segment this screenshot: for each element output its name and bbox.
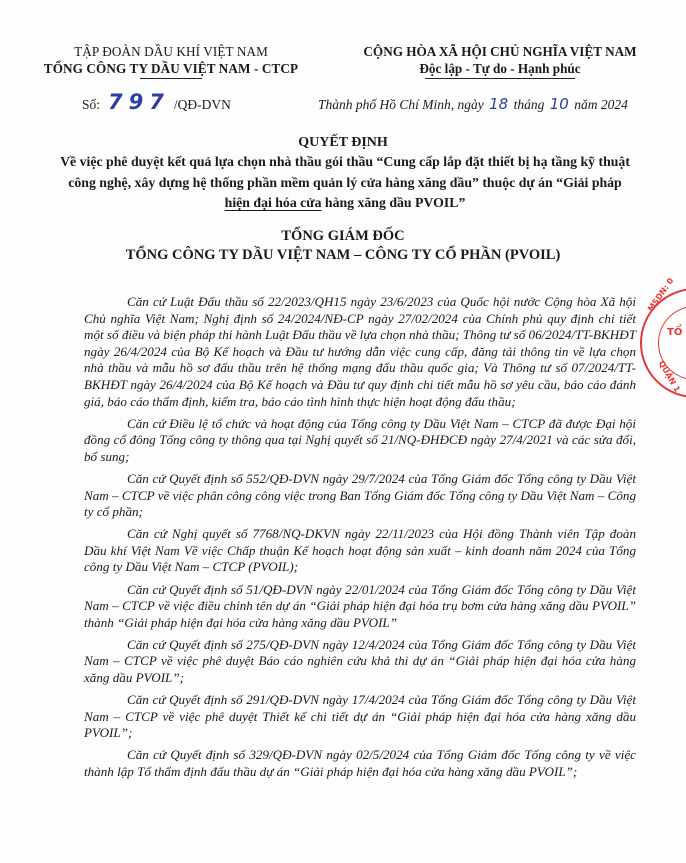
legal-basis-paragraph: Căn cứ Nghị quyết số 7768/NQ-DKVN ngày 22/11/2023 của Hội đồng Thành viên Tập đoàn Dầu khí Việt Nam Về việc Chấp thuận Kế hoạch hoạt động sản xuất – kinh doanh năm 2024 của Tổng công ty Dầu Việt Nam – CTCP (PVOIL); <box>84 526 636 575</box>
document-body <box>84 294 636 786</box>
seal-bottom-text: QUẬN 1 <box>656 359 682 394</box>
issuer-org: TỔNG CÔNG TY DẦU VIỆT NAM – CÔNG TY CỔ PHẦN (PVOIL) <box>125 247 561 263</box>
year-label: năm 2024 <box>574 97 628 112</box>
legal-basis-paragraph: Căn cứ Điều lệ tổ chức và hoạt động của Tổng công ty Dầu Việt Nam – CTCP đã được Đại hội đồng cổ đông Tổng công ty thông qua tại Nghị quyết số 21/NQ-ĐHĐCĐ ngày 27/4/2021 và các sửa đổi, bổ sung; <box>84 415 636 464</box>
subject-text: Về việc phê duyệt kết quả lựa chọn nhà thầu gói thầu “Cung cấp lắp đặt thiết bị hạ tầng kỹ thuật công nghệ, xây dựng hệ thống phần mềm quản lý cửa hàng xăng dầu” thuộc dự án “Giải pháp <box>60 154 630 190</box>
issuer-block <box>40 227 646 265</box>
motto: Độc lập - Tự do - Hạnh phúc <box>419 61 581 76</box>
org-parent: TẬP ĐOÀN DẦU KHÍ VIỆT NAM <box>74 44 268 59</box>
legal-basis-paragraph: Căn cứ Quyết định số 275/QĐ-DVN ngày 12/4/2024 của Tổng Giám đốc Tổng công ty Dầu Việt Nam – CTCP về việc phê duyệt Báo cáo nghiên cứu khả thi dự án “Giải pháp hiện đại hóa cửa hàng xăng dầu PVOIL”; <box>84 636 636 685</box>
legal-basis-paragraph: Căn cứ Quyết định số 329/QĐ-DVN ngày 02/5/2024 của Tổng Giám đốc Tổng công ty về việc thành lập Tổ thẩm định đấu thầu dự án “Giải pháp hiện đại hóa cửa hàng xăng dầu PVOIL”; <box>84 747 636 779</box>
date-prefix: Thành phố Hồ Chí Minh, ngày <box>318 97 484 112</box>
date-month: 10 <box>549 95 569 113</box>
seal-outer-text: MSDN: 0 <box>646 276 676 314</box>
document-number <box>82 90 231 114</box>
red-seal-stamp <box>640 276 686 398</box>
country-name: CỘNG HÒA XÃ HỘI CHỦ NGHĨA VIỆT NAM <box>363 44 637 59</box>
divider <box>140 78 202 79</box>
header-left <box>40 43 302 79</box>
legal-basis-paragraph: Căn cứ Luật Đấu thầu số 22/2023/QH15 ngày 23/6/2023 của Quốc hội nước Cộng hòa Xã hội Chủ nghĩa Việt Nam; Nghị định số 24/2024/NĐ-CP ngày 27/02/2024 của Chính phủ quy định chi tiết một số điều và biện pháp thi hành Luật Đấu thầu về lựa chọn nhà thầu; Thông tư số 06/2024/TT-BKHĐT ngày 26/4/2024 của Bộ Kế hoạch và Đầu tư hướng dẫn việc cung cấp, đăng tải thông tin về lựa chọn nhà thầu và mẫu hồ sơ đấu thầu trên hệ thống mạng đấu thầu quốc gia; Và Thông tư số 07/2024/TT-BKHĐT ngày 26/4/2024 của Bộ Kế hoạch và Đầu tư quy định chi tiết mẫu hồ sơ yêu cầu, báo cáo đánh giá, báo cáo thẩm định, kiểm tra, báo cáo tình hình thực hiện hoạt động đấu thầu; <box>84 294 636 409</box>
legal-basis-paragraph: Căn cứ Quyết định số 552/QĐ-DVN ngày 29/7/2024 của Tổng Giám đốc Tổng công ty Dầu Việt Nam – CTCP về việc phân công công việc trong Ban Tổng Giám đốc Tổng công ty Dầu Việt Nam – Công ty cổ phần; <box>84 470 636 520</box>
legal-basis-paragraph: Căn cứ Quyết định số 51/QĐ-DVN ngày 22/01/2024 của Tổng Giám đốc Tổng công ty Dầu Việt Nam – CTCP về việc điều chỉnh tên dự án “Giải pháp hiện đại hóa trụ bơm cửa hàng xăng dầu PVOIL” thành “Giải pháp hiện đại hóa cửa hàng xăng dầu PVOIL” <box>84 581 636 630</box>
issuer-title: TỔNG GIÁM ĐỐC <box>281 228 405 244</box>
org-name: TỔNG CÔNG TY DẦU VIỆT NAM - CTCP <box>43 61 299 76</box>
document-subject <box>60 152 630 214</box>
date-day: 18 <box>489 95 509 113</box>
header-right <box>330 43 670 79</box>
number-value: 797 <box>108 90 170 114</box>
number-suffix: /QĐ-DVN <box>173 97 231 112</box>
seal-inner-text: TỔ <box>667 327 683 338</box>
legal-basis-paragraph: Căn cứ Quyết định số 291/QĐ-DVN ngày 17/4/2024 của Tổng Giám đốc Tổng công ty Dầu Việt Nam – CTCP về việc phê duyệt Thiết kế chi tiết dự án “Giải pháp hiện đại hóa cửa hàng xăng dầu PVOIL”; <box>84 692 636 741</box>
divider <box>425 78 575 79</box>
number-label: Số: <box>82 97 101 112</box>
date-line <box>318 95 628 113</box>
month-label: tháng <box>513 97 545 112</box>
document-title: QUYẾT ĐỊNH <box>298 135 388 150</box>
subject-text-end: hàng xăng dầu PVOIL” <box>321 195 466 210</box>
subject-underlined: hiện đại hóa cửa <box>224 195 322 210</box>
